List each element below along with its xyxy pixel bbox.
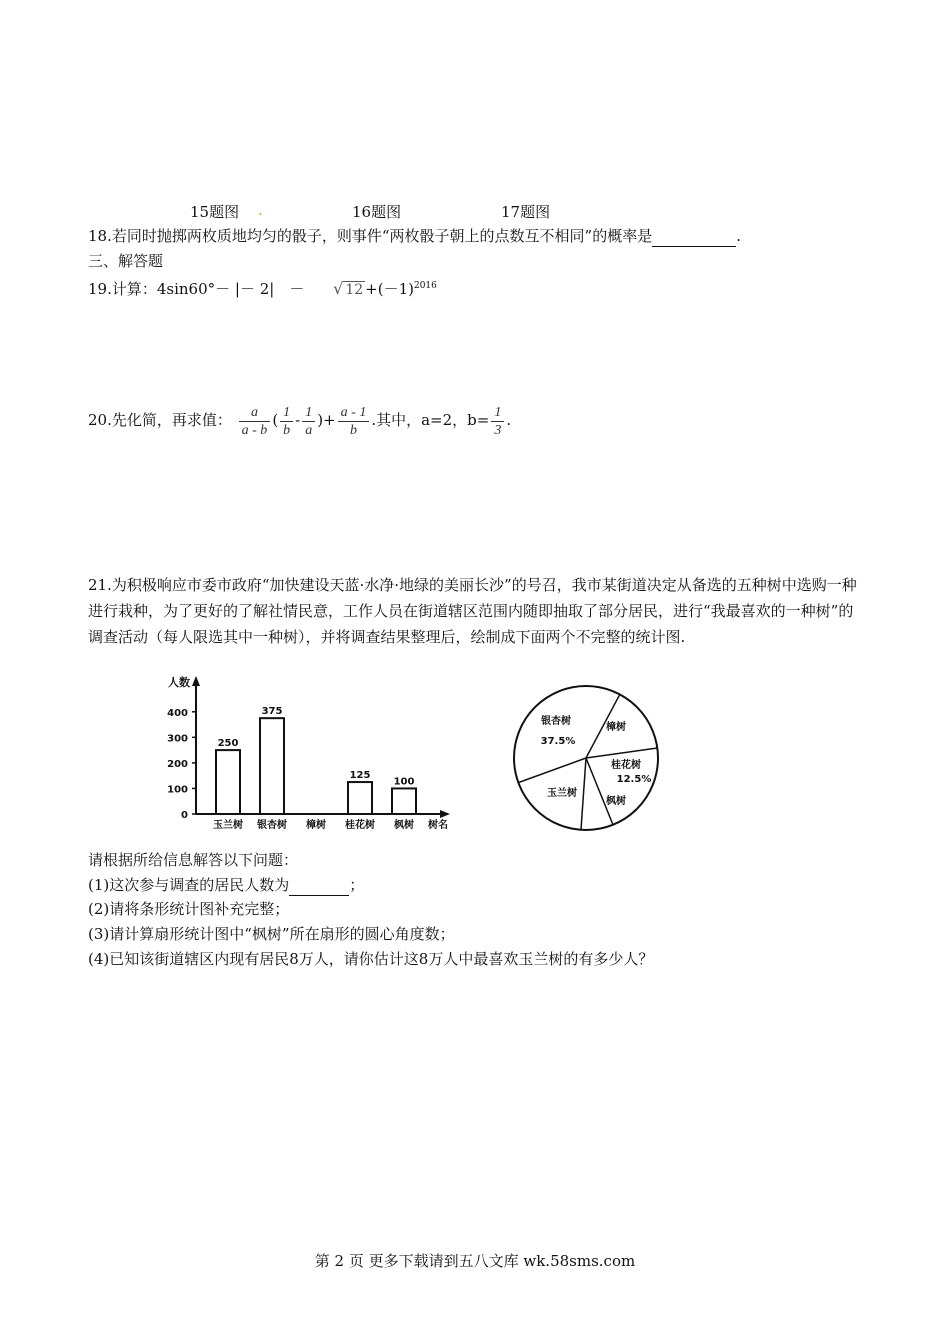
question-21: 21.为积极响应市委市政府“加快建设天蓝·水净·地绿的美丽长沙”的号召，我市某街道决定从备选的五种树中选购一种进行栽种，为了更好的了解社情民意，工作人员在街道辖区范围内随即抽取了部分居民，进行“我最喜欢的一种树”的调查活动（每人限选其中一种树），并将调查结果整理后，绘制成下面两个不完整的统计图. <box>88 576 857 646</box>
fraction-den: b <box>350 422 357 438</box>
bar <box>392 788 416 814</box>
question-18-text: 18.若同时抛掷两枚质地均匀的骰子，则事件“两枚骰子朝上的点数互不相同”的概率是 <box>88 227 653 245</box>
fraction-num: a - 1 <box>338 404 370 422</box>
fraction-5 <box>491 404 504 439</box>
section-title: 三、解答题 <box>88 252 164 270</box>
sqrt-arg: 12 <box>345 282 364 298</box>
question-20-condition: .其中，a=2，b= <box>371 411 490 429</box>
slice-value-label: 37.5% <box>540 736 576 747</box>
minus-sign: - <box>295 411 301 429</box>
question-19-tail: +(－1) <box>365 280 414 298</box>
sqrt-icon: √ <box>333 279 344 298</box>
slice-label: 樟树 <box>606 722 626 733</box>
fraction-num: 1 <box>280 404 293 422</box>
sub-question-1-end: ； <box>349 876 365 894</box>
bar <box>348 782 372 814</box>
fraction-den: a - b <box>241 422 268 438</box>
category-label: 银杏树 <box>257 820 287 831</box>
stray-mark: . <box>258 201 263 219</box>
question-20-end: . <box>506 411 512 429</box>
fraction-4 <box>338 404 370 439</box>
bar-data-label: 125 <box>349 770 371 782</box>
sub-question-1 <box>88 875 364 896</box>
slice-label: 银杏树 <box>541 716 571 727</box>
bar <box>216 750 240 814</box>
slice-label: 玉兰树 <box>547 788 577 799</box>
y-tick-label: 400 <box>167 707 188 719</box>
answer-blank <box>289 875 349 896</box>
slice-label: 枫树 <box>606 796 626 807</box>
y-axis-arrow-icon <box>192 676 200 686</box>
pie-chart <box>508 672 668 837</box>
fraction-3 <box>302 404 315 439</box>
question-19 <box>88 276 437 300</box>
y-tick-label: 200 <box>167 758 188 770</box>
bar-data-label: 375 <box>261 706 283 718</box>
figure-label-16: 16题图 <box>352 203 402 221</box>
category-label: 玉兰树 <box>213 820 243 831</box>
bar-chart <box>160 672 460 837</box>
question-20 <box>88 400 511 444</box>
sub-question-2: (2)请将条形统计图补充完整； <box>88 900 290 918</box>
figure-label-15: 15题图 <box>190 203 240 221</box>
fraction-den: a <box>305 422 313 438</box>
question-19-prefix: 19.计算：4sin60°－ |－ 2| － <box>88 280 305 298</box>
bar-data-label: 100 <box>393 776 415 788</box>
category-label: 樟树 <box>306 820 326 831</box>
fraction-2 <box>280 404 293 439</box>
sqrt-expression <box>333 279 365 300</box>
sub-question-3: (3)请计算扇形统计图中“枫树”所在扇形的圆心角度数； <box>88 925 455 943</box>
fraction-1 <box>239 404 271 439</box>
category-label: 桂花树 <box>345 820 375 831</box>
bar <box>260 718 284 814</box>
questions-intro: 请根据所给信息解答以下问题： <box>88 851 299 869</box>
fraction-den: 3 <box>494 422 502 438</box>
exponent: 2016 <box>413 281 437 291</box>
bar-data-label: 250 <box>217 738 239 750</box>
fraction-num: a <box>239 404 271 422</box>
x-axis-arrow-icon <box>440 810 450 818</box>
fraction-den: b <box>283 422 291 438</box>
paren-close: )+ <box>317 411 336 429</box>
x-axis-title: 树名 <box>428 820 448 831</box>
y-tick-label: 0 <box>181 810 188 821</box>
question-20-prefix: 20.先化简，再求值： <box>88 411 232 429</box>
sub-question-1-text: (1)这次参与调查的居民人数为 <box>88 876 290 894</box>
category-label: 枫树 <box>394 820 414 831</box>
page-footer: 第 2 页 更多下载请到五八文库 wk.58sms.com <box>314 1252 636 1270</box>
y-tick-label: 100 <box>167 784 188 796</box>
y-axis-title: 人数 <box>168 676 190 689</box>
fraction-num: 1 <box>302 404 315 422</box>
slice-value-label: 12.5% <box>616 774 652 785</box>
fraction-num: 1 <box>491 404 504 422</box>
question-18-end: . <box>736 227 741 245</box>
sub-question-4: (4)已知该街道辖区内现有居民8万人，请你估计这8万人中最喜欢玉兰树的有多少人？ <box>88 950 654 968</box>
question-18 <box>88 226 741 247</box>
paren-open: ( <box>272 411 279 429</box>
answer-blank <box>652 226 736 247</box>
figure-label-17: 17题图 <box>501 203 551 221</box>
y-tick-label: 300 <box>167 733 188 745</box>
slice-label: 桂花树 <box>611 760 641 771</box>
